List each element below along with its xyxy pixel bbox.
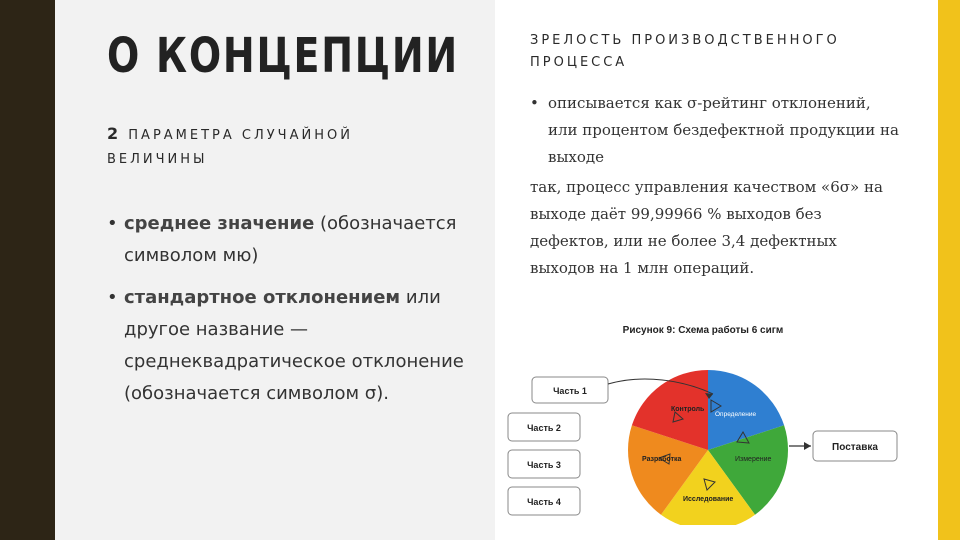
sector-label-definition: Определение <box>715 411 757 418</box>
bullet-mean <box>107 208 477 272</box>
part-label-4: Часть 4 <box>527 497 561 507</box>
sector-label-design: Разработка <box>642 456 682 463</box>
sector-label-analysis: Исследование <box>683 496 734 503</box>
sector-label-measurement: Измерение <box>735 456 772 463</box>
right-accent-bar <box>938 0 960 540</box>
bullet-maturity: • описывается как σ-рейтинг отклонений, или процентом бездефектной продукции на выходе <box>530 90 900 171</box>
bullet-std-dev-text: или другое название — среднеквадратическое отклонение (обозначается символом σ). <box>124 287 464 404</box>
right-heading: ЗРЕЛОСТЬ ПРОИЗВОДСТВЕННОГО ПРОЦЕССА <box>530 33 840 70</box>
part-label-3: Часть 3 <box>527 460 561 470</box>
right-bullet-list <box>530 90 900 171</box>
figure-caption: Рисунок 9: Схема работы 6 сигм <box>622 325 784 336</box>
part-label-1: Часть 1 <box>553 386 587 396</box>
subheading-number: 2 <box>107 124 122 143</box>
bullet-mean-term: среднее значение <box>124 213 315 234</box>
output-label: Поставка <box>832 442 878 453</box>
part-label-2: Часть 2 <box>527 423 561 433</box>
subheading <box>107 122 427 172</box>
six-sigma-diagram <box>503 312 900 525</box>
six-sigma-paragraph: так, процесс управления качеством «6σ» на выходе даёт 99,99966 % выходов без дефектов, или не более 3,4 дефектных выходов на 1 млн операций. <box>530 178 883 277</box>
bullet-mean-text: (обозначается символом мю) <box>124 213 457 266</box>
bullet-std-dev <box>107 282 477 410</box>
subheading-text: ПАРАМЕТРА СЛУЧАЙНОЙ ВЕЛИЧИНЫ <box>107 128 353 167</box>
left-accent-bar <box>0 0 55 540</box>
arrowhead-icon <box>804 442 811 450</box>
sector-label-control: Контроль <box>671 406 705 413</box>
six-sigma-svg <box>503 312 900 525</box>
bullet-std-dev-term: стандартное отклонением <box>124 287 401 308</box>
page-title: О КОНЦЕПЦИИ <box>107 28 459 84</box>
left-bullet-list <box>107 208 477 420</box>
